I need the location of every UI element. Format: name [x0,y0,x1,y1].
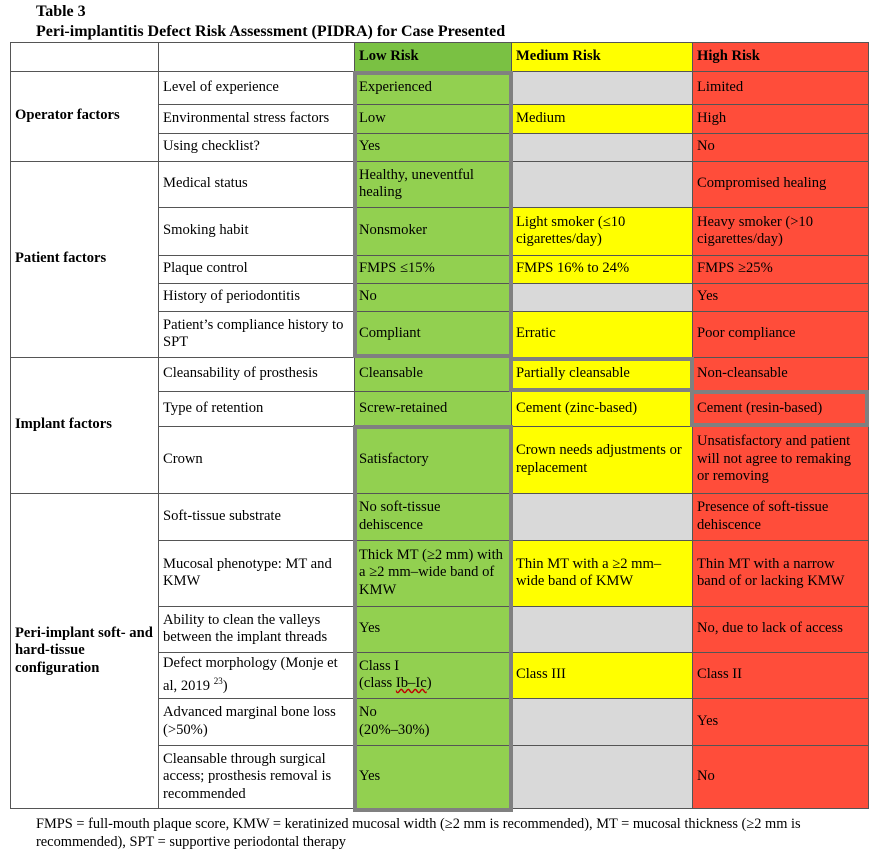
grid-line [158,133,869,134]
low-level-of-experience: Experienced [354,71,511,104]
low-smoking-habit: Nonsmoker [354,207,511,255]
medium-ability-to-clean [511,606,692,652]
table-title: Peri-implantitis Defect Risk Assessment (PIDRA) for Case Presented [36,23,506,40]
factor-ability-to-clean: Ability to clean the valleys between the implant threads [163,611,328,645]
high-level-of-experience: Limited [692,71,869,104]
grid-line [10,71,869,72]
low-medical-status: Healthy, uneventful healing [354,161,511,207]
grid-line [868,42,869,809]
factor-mucosal-phenotype: Mucosal phenotype: MT and KMW [163,555,332,589]
grid-line [158,104,869,105]
medium-history-periodontitis [511,283,692,311]
high-mucosal-phenotype: Thin MT with a narrow band of or lacking KMW [692,540,869,606]
grid-line [158,606,869,607]
grid-line [511,42,512,809]
grid-line [10,42,11,809]
factor-cleansability: Cleansability of prosthesis [163,365,318,382]
high-history-periodontitis: Yes [692,283,869,311]
medium-using-checklist [511,133,692,161]
low-mucosal-phenotype: Thick MT (≥2 mm) with a ≥2 mm–wide band of KMW [354,540,511,606]
factor-soft-tissue-substrate: Soft-tissue substrate [163,507,281,524]
medium-cleansability: Partially cleansable [511,357,692,391]
high-compliance-history: Poor compliance [692,311,869,357]
factor-environmental-stress: Environmental stress factors [163,109,330,126]
grid-line [158,207,869,208]
grid-line [692,42,693,809]
low-surgical-access: Yes [354,745,511,809]
group-operator-factors: Operator factors [15,107,120,124]
high-surgical-access: No [692,745,869,809]
low-environmental-stress: Low [354,104,511,133]
low-using-checklist: Yes [354,133,511,161]
low-soft-tissue-substrate: No soft-tissue dehiscence [354,493,511,540]
low-compliance-history: Compliant [354,311,511,357]
medium-defect-morphology: Class III [511,652,692,698]
grid-line [10,808,869,809]
spellcheck-marked-text: Ib–Ic [395,675,427,691]
factor-type-of-retention: Type of retention [163,399,264,416]
high-cleansability: Non-cleansable [692,357,869,391]
grid-line [10,357,869,358]
low-marginal-bone-loss: No (20%–30%) [354,698,511,745]
low-type-of-retention: Screw-retained [354,391,511,426]
high-crown: Unsatisfactory and patient will not agree to remaking or removing [692,426,869,493]
high-soft-tissue-substrate: Presence of soft-tissue dehiscence [692,493,869,540]
low-defect-morphology: Class I (class Ib–Ic) [354,652,511,698]
grid-line [158,426,869,427]
medium-soft-tissue-substrate [511,493,692,540]
high-medical-status: Compromised healing [692,161,869,207]
header-low-risk: Low Risk [354,42,511,71]
low-history-periodontitis: No [354,283,511,311]
medium-medical-status [511,161,692,207]
table-caption [36,2,876,42]
high-using-checklist: No [692,133,869,161]
risk-assessment-table [10,42,869,809]
grid-line [10,42,869,43]
medium-environmental-stress: Medium [511,104,692,133]
grid-line [158,283,869,284]
factor-crown: Crown [163,450,203,467]
medium-type-of-retention: Cement (zinc-based) [511,391,692,426]
high-marginal-bone-loss: Yes [692,698,869,745]
group-implant-factors: Implant factors [15,416,112,433]
grid-line [10,161,869,162]
table-footnote: FMPS = full-mouth plaque score, KMW = keratinized mucosal width (≥2 mm is recommended), MT = mucosal thickness (≥2 mm is recommended), SPT = supportive periodontal therapy [36,816,801,850]
medium-mucosal-phenotype: Thin MT with a ≥2 mm–wide band of KMW [511,540,692,606]
factor-defect-morphology [158,652,354,698]
low-cleansability: Cleansable [354,357,511,391]
factor-surgical-access: Cleansable through surgical access; prosthesis removal is recommended [163,750,332,802]
grid-line [10,493,869,494]
factor-history-periodontitis: History of periodontitis [163,288,301,305]
defect-morphology-label: Defect morphology (Monje et al, 2019 $^{23}$) [163,655,338,694]
header-medium-risk: Medium Risk [511,42,692,71]
grid-line [158,311,869,312]
high-type-of-retention: Cement (resin-based) [692,391,869,426]
medium-compliance-history: Erratic [511,311,692,357]
grid-line [158,745,869,746]
factor-using-checklist: Using checklist? [163,138,260,155]
medium-marginal-bone-loss [511,698,692,745]
citation-superscript: 23 [213,675,223,686]
medium-level-of-experience [511,71,692,104]
grid-line [158,698,869,699]
factor-plaque-control: Plaque control [163,260,248,277]
medium-surgical-access [511,745,692,809]
factor-medical-status: Medical status [163,175,248,192]
low-plaque-control: FMPS ≤15% [354,255,511,283]
grid-line [354,42,355,809]
grid-line [158,42,159,809]
header-high-risk: High Risk [692,42,869,71]
grid-line [158,540,869,541]
factor-smoking-habit: Smoking habit [163,222,249,239]
grid-line [158,391,869,392]
high-smoking-habit: Heavy smoker (>10 cigarettes/day) [692,207,869,255]
medium-smoking-habit: Light smoker (≤10 cigarettes/day) [511,207,692,255]
high-ability-to-clean: No, due to lack of access [692,606,869,652]
factor-marginal-bone-loss: Advanced marginal bone loss (>50%) [163,704,336,738]
grid-line [158,255,869,256]
low-ability-to-clean: Yes [354,606,511,652]
factor-level-of-experience: Level of experience [163,78,279,95]
medium-plaque-control: FMPS 16% to 24% [511,255,692,283]
table-number: Table 3 [36,3,86,20]
high-plaque-control: FMPS ≥25% [692,255,869,283]
grid-line [158,652,869,653]
group-patient-factors: Patient factors [15,250,107,267]
group-periimplant-configuration: Peri-implant soft- and hard-tissue configuration [15,624,153,676]
factor-compliance-history: Patient’s compliance history to SPT [163,316,344,350]
low-crown: Satisfactory [354,426,511,493]
high-environmental-stress: High [692,104,869,133]
high-defect-morphology: Class II [692,652,869,698]
medium-crown: Crown needs adjustments or replacement [511,426,692,493]
